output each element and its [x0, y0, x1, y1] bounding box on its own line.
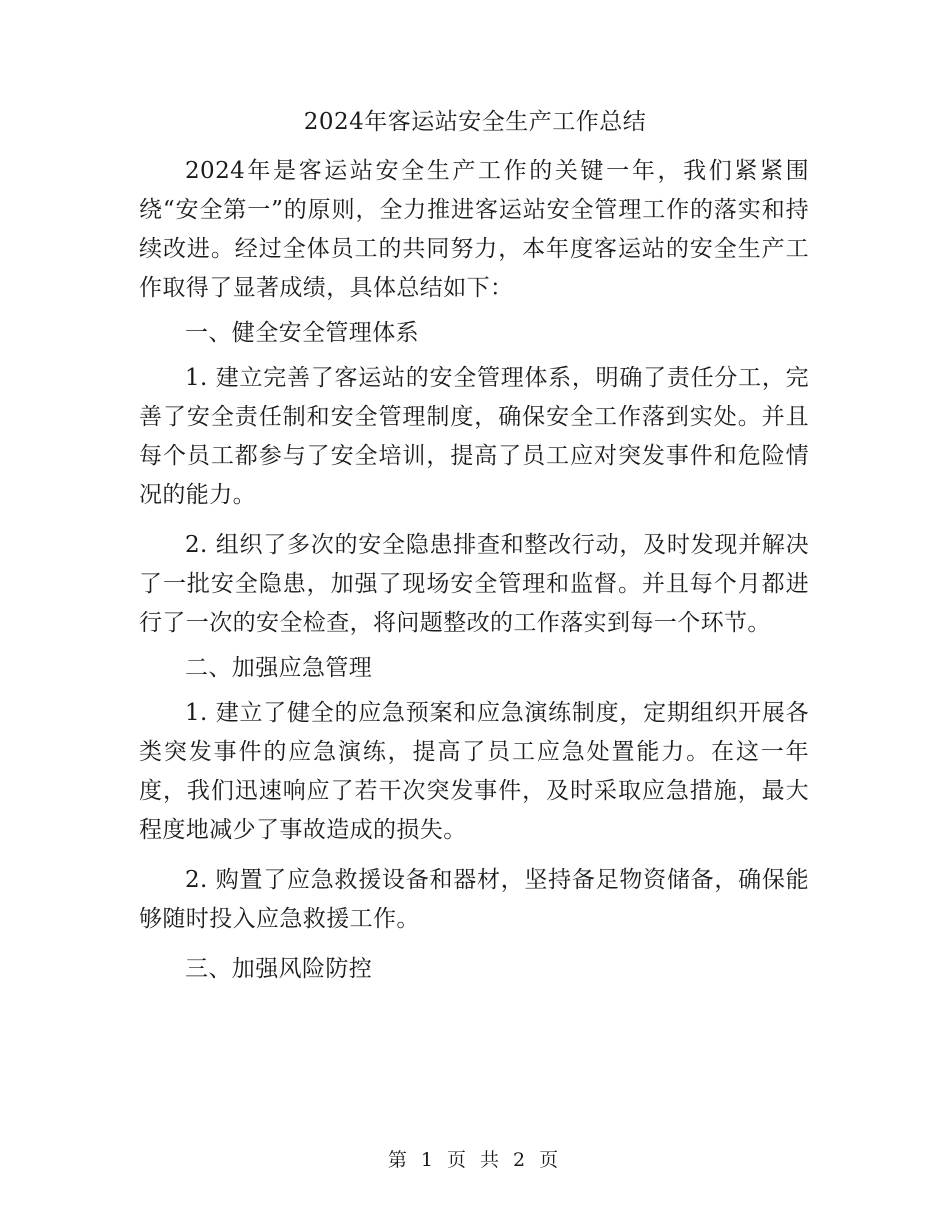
section-2-item-2: 2. 购置了应急救援设备和器材，坚持备足物资储备，确保能够随时投入应急救援工作。 [139, 867, 809, 932]
section-2-item-1: 1. 建立了健全的应急预案和应急演练制度，定期组织开展各类突发事件的应急演练，提高了员工应急处置能力。在这一年度，我们迅速响应了若干次突发事件，及时采取应急措施，最大程度地减少了事故造成的损失。 [139, 700, 809, 843]
section-heading-1: 一、健全安全管理体系 [185, 320, 419, 346]
document-title: 2024年客运站安全生产工作总结 [303, 109, 647, 135]
section-heading-3: 三、加强风险防控 [185, 956, 373, 982]
document-body [139, 152, 809, 989]
section-1-item-1: 1. 建立完善了客运站的安全管理体系，明确了责任分工，完善了安全责任制和安全管理制度，确保安全工作落到实处。并且每个员工都参与了安全培训，提高了员工应对突发事件和危险情况的能力。 [139, 365, 809, 508]
page-footer: 第 1 页 共 2 页 [387, 1149, 563, 1171]
intro-paragraph: 2024年是客运站安全生产工作的关键一年，我们紧紧围绕“安全第一”的原则，全力推进客运站安全管理工作的落实和持续改进。经过全体员工的共同努力，本年度客运站的安全生产工作取得了显著成绩，具体总结如下： [139, 158, 809, 301]
section-1-item-2: 2. 组织了多次的安全隐患排查和整改行动，及时发现并解决了一批安全隐患，加强了现场安全管理和监督。并且每个月都进行了一次的安全检查，将问题整改的工作落实到每一个环节。 [139, 532, 809, 636]
section-heading-2: 二、加强应急管理 [185, 655, 373, 681]
